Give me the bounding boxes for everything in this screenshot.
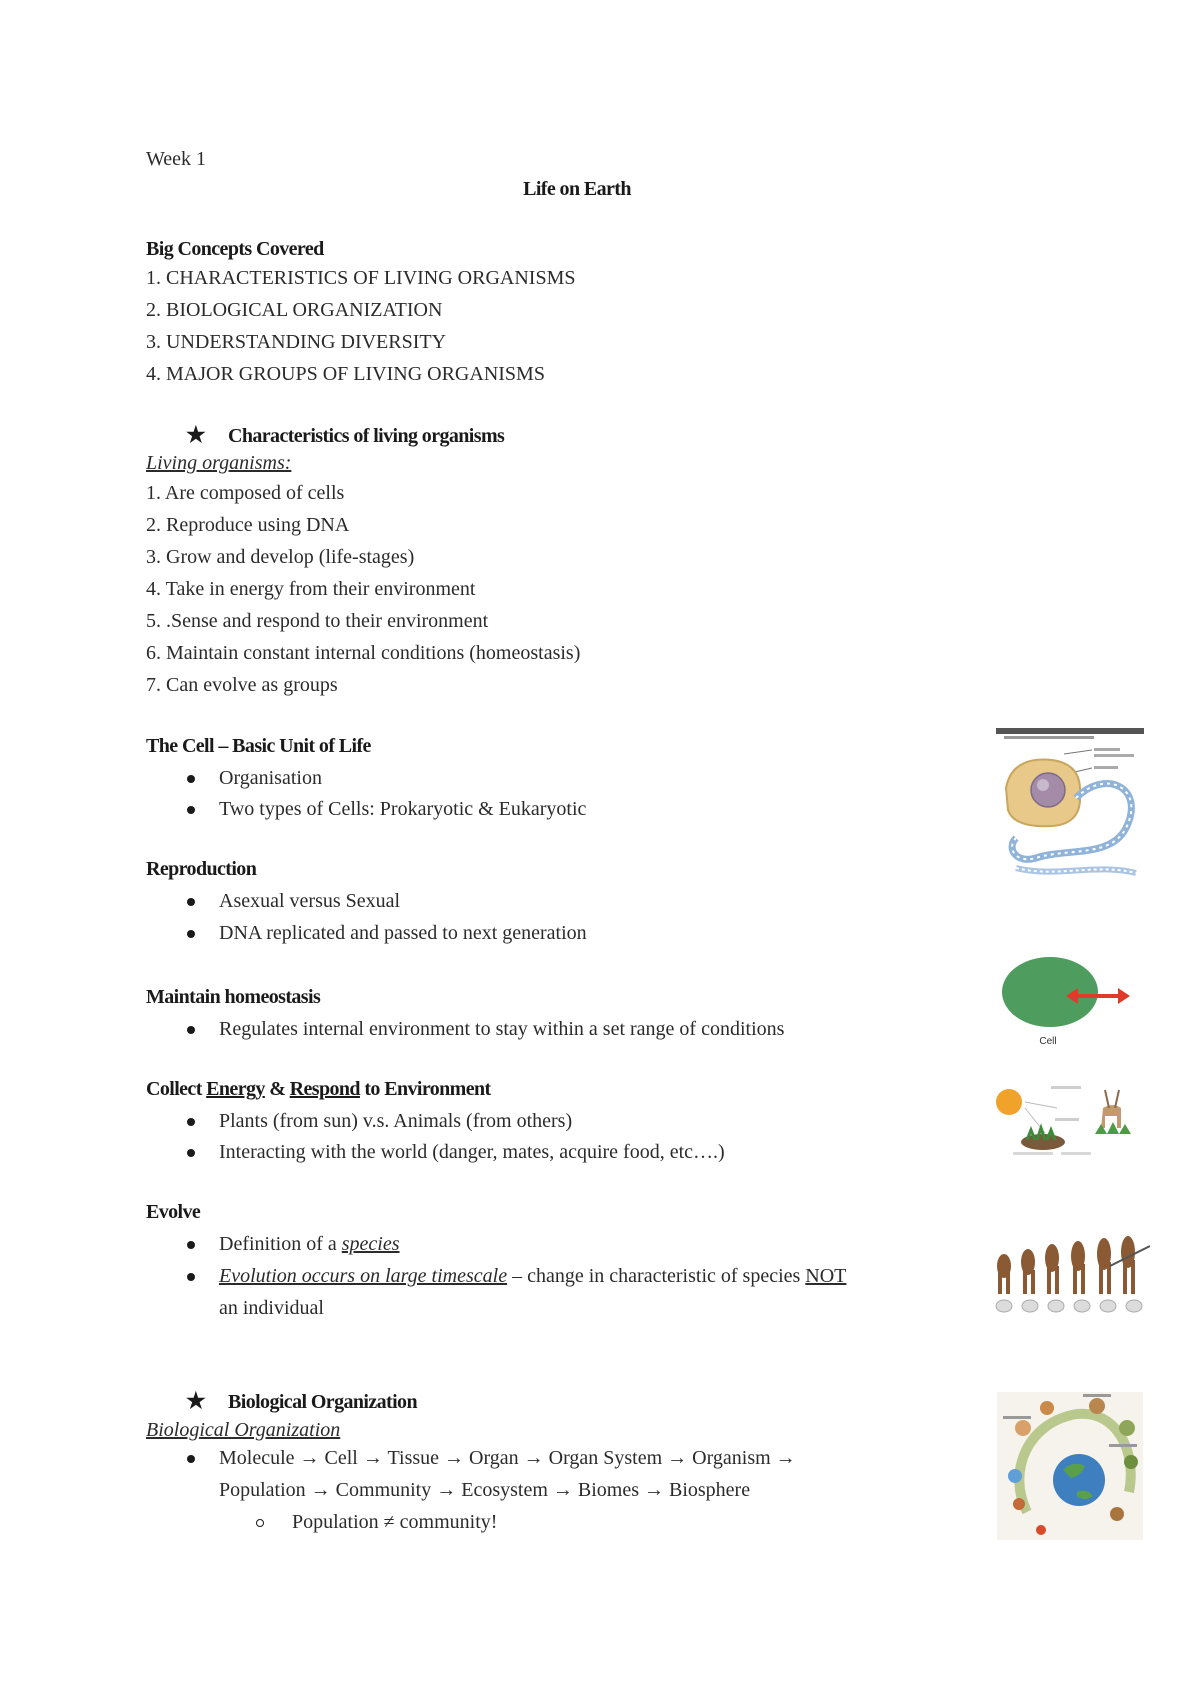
human-evolution-figure <box>990 1236 1150 1316</box>
energy-heading-amp: & <box>264 1078 290 1100</box>
living-item: 3. Grow and develop (life-stages) <box>146 546 415 568</box>
bullet-icon <box>187 1118 195 1126</box>
energy-heading-energy: Energy <box>206 1078 265 1100</box>
concepts-heading: Big Concepts Covered <box>146 238 324 260</box>
section-title: Biological Organization <box>228 1391 417 1413</box>
bullet-icon <box>187 1149 195 1157</box>
living-item: 4. Take in energy from their environment <box>146 578 476 600</box>
sub-bullet-icon <box>256 1519 264 1527</box>
cell-heading: The Cell – Basic Unit of Life <box>146 735 371 757</box>
evolve-bullet-species <box>219 1232 400 1256</box>
page-title: Life on Earth <box>523 178 631 200</box>
evolve-b2-mid: – change in characteristic of species <box>507 1265 806 1287</box>
bullet-icon <box>187 1026 195 1034</box>
evolve-b2-italic: Evolution occurs on large timescale <box>219 1265 508 1287</box>
concept-item: 4. MAJOR GROUPS OF LIVING ORGANISMS <box>146 363 545 385</box>
homeostasis-bullet: Regulates internal environment to stay within a set range of conditions <box>219 1018 785 1040</box>
cell-bullet: Organisation <box>219 767 322 789</box>
star-icon: ★ <box>186 422 206 447</box>
bullet-icon <box>187 1273 195 1281</box>
bio-org-chain-line1: Molecule → Cell → Tissue → Organ → Organ System → Organism → <box>219 1447 796 1469</box>
week-label: Week 1 <box>146 148 207 170</box>
cell-bullet: Two types of Cells: Prokaryotic & Eukaryotic <box>219 798 587 820</box>
energy-bullet: Plants (from sun) v.s. Animals (from others) <box>219 1110 573 1132</box>
bio-org-chain-line2: Population → Community → Ecosystem → Biomes → Biosphere <box>219 1479 751 1501</box>
energy-flow-figure <box>995 1078 1135 1162</box>
energy-heading-respond: Respond <box>289 1078 360 1100</box>
bullet-icon <box>187 1241 195 1249</box>
living-item: 2. Reproduce using DNA <box>146 514 350 536</box>
reproduction-heading: Reproduction <box>146 858 257 880</box>
living-item: 5. .Sense and respond to their environment <box>146 610 489 632</box>
bullet-icon <box>187 898 195 906</box>
energy-bullet: Interacting with the world (danger, mates, acquire food, etc….) <box>219 1141 725 1163</box>
energy-heading-post: to Environment <box>359 1078 491 1100</box>
homeostasis-heading: Maintain homeostasis <box>146 986 321 1008</box>
evolve-b1-pre: Definition of a <box>219 1233 342 1255</box>
evolve-heading: Evolve <box>146 1201 201 1223</box>
cell-dna-figure <box>996 728 1144 880</box>
section-heading-characteristics <box>146 423 504 448</box>
living-item: 6. Maintain constant internal conditions (homeostasis) <box>146 642 581 664</box>
living-item: 7. Can evolve as groups <box>146 674 338 696</box>
evolve-b2-not: NOT <box>805 1265 847 1287</box>
living-organisms-label: Living organisms: <box>146 452 292 474</box>
bullet-icon <box>187 806 195 814</box>
living-item: 1. Are composed of cells <box>146 482 345 504</box>
bullet-icon <box>187 775 195 783</box>
concept-item: 3. UNDERSTANDING DIVERSITY <box>146 331 447 353</box>
reproduction-bullet: DNA replicated and passed to next generation <box>219 922 587 944</box>
energy-heading-pre: Collect <box>146 1078 207 1100</box>
evolve-b2-continuation: an individual <box>219 1297 324 1319</box>
bullet-icon <box>187 1455 195 1463</box>
evolve-bullet-timescale <box>219 1264 846 1288</box>
bio-org-subbullet: Population ≠ community! <box>292 1511 498 1533</box>
biological-organization-figure <box>997 1392 1143 1540</box>
cell-caption: Cell <box>1039 1036 1057 1047</box>
energy-heading <box>146 1077 491 1101</box>
star-icon: ★ <box>186 1388 206 1413</box>
section-heading-biological <box>146 1389 417 1414</box>
evolve-b1-species: species <box>341 1233 400 1255</box>
bullet-icon <box>187 930 195 938</box>
reproduction-bullet: Asexual versus Sexual <box>219 890 401 912</box>
concept-item: 1. CHARACTERISTICS OF LIVING ORGANISMS <box>146 267 576 289</box>
section-title: Characteristics of living organisms <box>228 425 505 447</box>
concept-item: 2. BIOLOGICAL ORGANIZATION <box>146 299 443 321</box>
bio-org-label: Biological Organization <box>146 1419 341 1441</box>
homeostasis-cell-figure <box>1000 956 1134 1048</box>
